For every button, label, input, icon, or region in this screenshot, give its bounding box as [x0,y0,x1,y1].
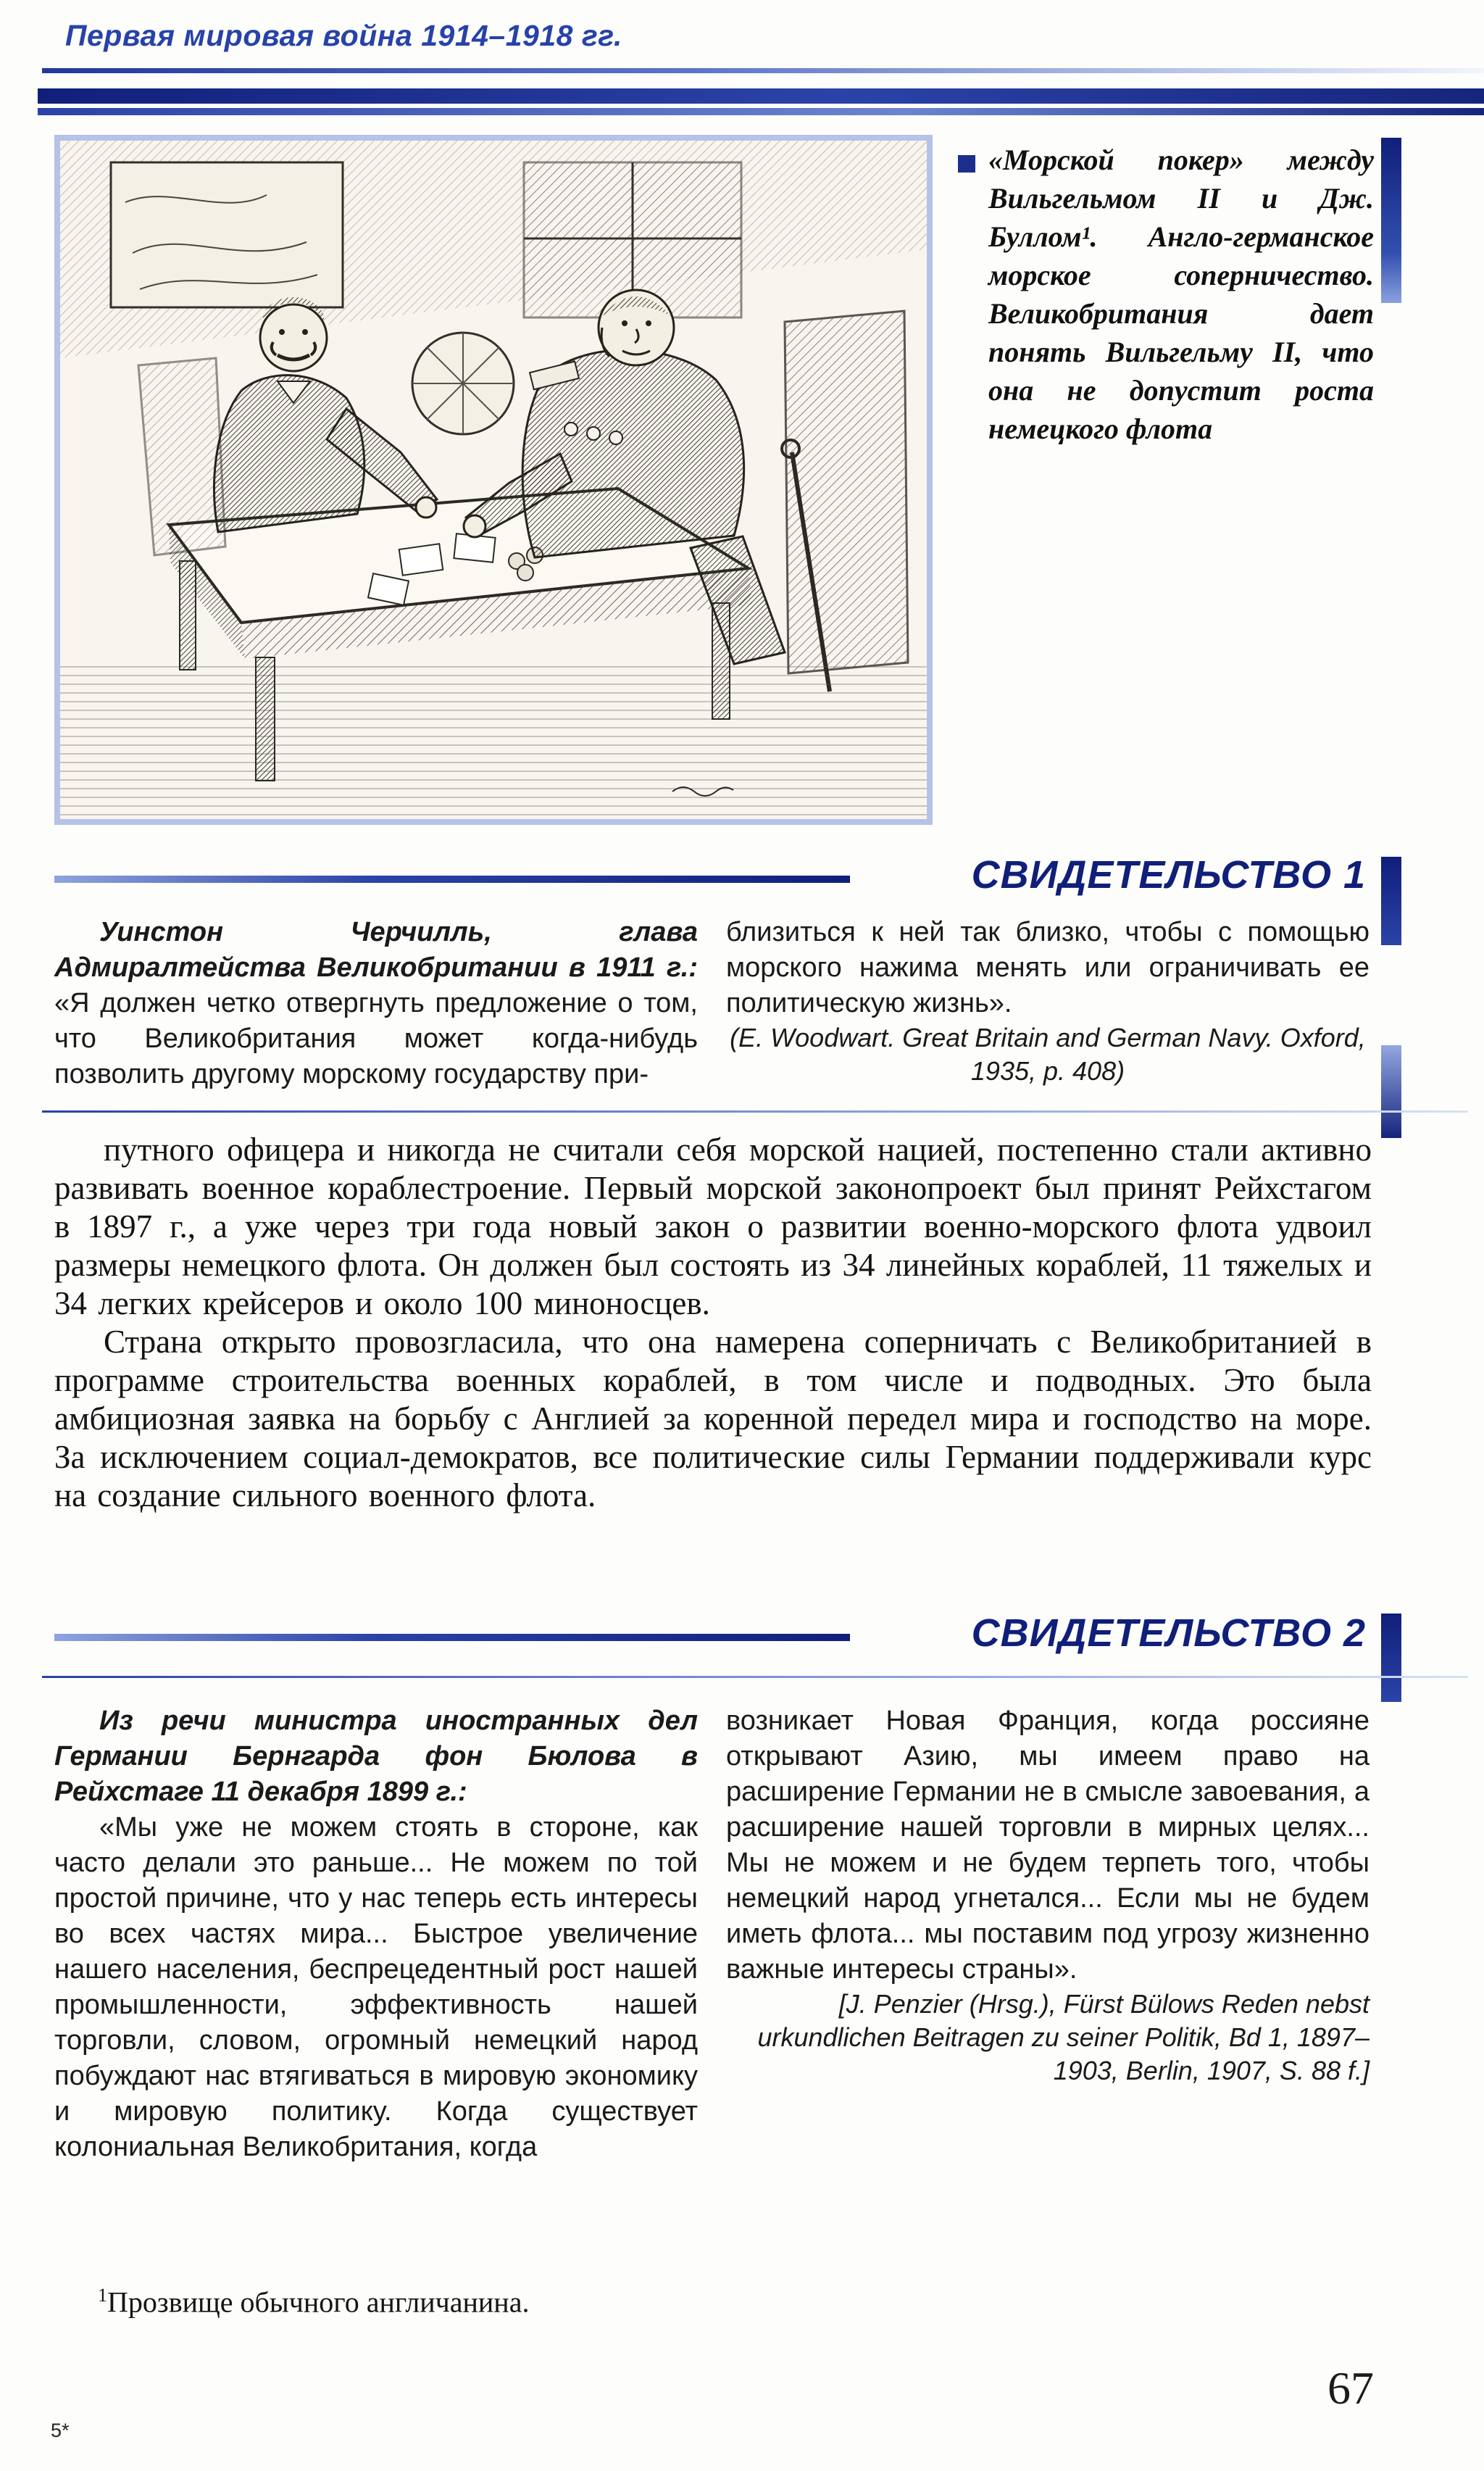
evidence2-quote-left: «Мы уже не можем стоять в стороне, как часто делали это раньше... Не можем по той простой причине, что у нас теперь есть интересы во всех частях мира... Быстрое увеличение нашего населения, беспрецедентный рост нашей промышленности, эффективность нашей торговли, словом, огромный немецкий народ побуждают нас втягиваться в мировую экономику и мировую политику. Когда существует колониальная Великобритания, когда [54,1812,698,2162]
evidence2-side-bar [1381,1614,1401,1702]
round-cushion [412,333,514,434]
evidence1-right-column [726,915,1370,1088]
evidence2-left-column [54,1703,698,2165]
main-paragraph-2: Страна открыто провозгласила, что она намерена соперничать с Великобританией в программе строительства военных кораблей, в том числе и подводных. Это была амбициозная заявка на борьбу с Англией за коренной передел мира и господство на море. За исключением социал-демократов, все политические силы Германии поддерживали курс на создание сильного военного флота. [54,1324,1372,1513]
evidence1-left-column [54,915,698,1092]
wall-map [111,162,343,307]
header-underline-rule [42,68,1484,73]
evidence2-heading: СВИДЕТЕЛЬСТВО 2 [971,1611,1366,1655]
caption-side-bar [1381,138,1401,303]
footnote [98,2285,1112,2319]
caption-bullet-icon [958,155,975,173]
illustration-caption: «Морской покер» между Вильгельмом II и Дж. Буллом¹. Англо-германское морское соперничество. Великобритания дает понять Вильгельму II, что она не допустит роста немецкого флота [988,144,1374,445]
header-bar-thin [38,108,1484,115]
evidence2-intro: Из речи министра иностранных дел Германии Бернгарда фон Бюлова в Рейхстаге 11 декабря 1899 г.: [54,1706,698,1807]
main-paragraph-1: путного офицера и никогда не считали себя морской нацией, постепенно стали активно развивать военное кораблестроение. Первый морской законопроект был принят Рейхстагом в 1897 г., а уже через три года новый закон о развитии военно-морского флота удвоил размеры немецкого флота. Он должен был состоять из 34 линейных кораблей, 11 тяжелых и 34 легких крейсеров и около 100 миноносцев. [54,1131,1372,1321]
evidence1-heading: СВИДЕТЕЛЬСТВО 1 [971,853,1366,897]
evidence2-quote-right: возникает Новая Франция, когда россияне открывают Азию, мы имеем право на расширение Германии не в смысле завоевания, а расширение нашей торговли в мирных целях... Мы не можем и не будем терпеть того, чтобы немецкий народ угнетался... Если мы не будем иметь флота... мы поставим под угрозу жизненно важные интересы страны». [726,1706,1370,1985]
evidence1-citation-bar [1381,1045,1401,1138]
evidence1-side-bar [1381,857,1401,945]
evidence1-citation: (E. Woodwart. Great Britain and German Navy. Oxford, 1935, p. 408) [730,1023,1366,1086]
evidence2-right-column [726,1703,1370,2088]
illustration-frame [54,135,933,825]
signature-mark: 5* [51,2420,70,2441]
page-number: 67 [1327,2362,1374,2414]
evidence1-quote-left: «Я должен четко отвергнуть предложение о том, что Великобритания может когда-нибудь позволить другому морскому государству при- [54,988,698,1089]
divider-after-evidence2-heading [42,1676,1468,1678]
evidence1-quote-right: близиться к ней так близко, чтобы с помощью морского нажима менять или ограничивать ее политическую жизнь». [726,917,1370,1018]
main-text [54,1131,1372,1515]
footnote-marker: 1 [98,2285,107,2306]
naval-poker-illustration [60,141,927,819]
divider-after-evidence1 [42,1110,1468,1113]
footnote-text: Прозвище обычного англичанина. [107,2285,530,2319]
page-header-title: Первая мировая война 1914–1918 гг. [65,19,622,52]
evidence2-citation: [J. Penzier (Hrsg.), Fürst Bülows Reden nebst urkundlichen Beitragen zu seiner Politik, Bd 1, 1897–1903, Berlin, 1907, S. 88 f.] [757,1989,1370,2085]
header-bar-thick [38,88,1484,104]
evidence1-rule [54,876,850,883]
evidence2-rule [54,1634,850,1641]
evidence1-intro: Уинстон Черчилль, глава Адмиралтейства Великобритании в 1911 г.: [54,917,698,983]
